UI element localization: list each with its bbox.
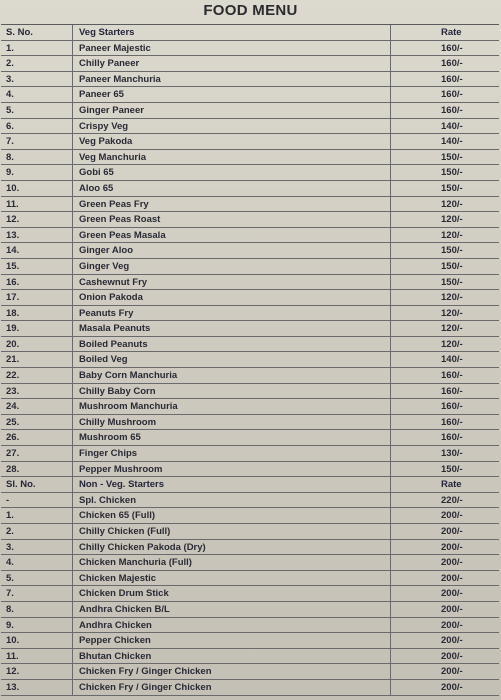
item-rate: 160/- bbox=[441, 432, 463, 444]
item-rate: 160/- bbox=[441, 42, 463, 54]
item-name: Spl. Chicken bbox=[73, 493, 391, 508]
item-name: Ginger Veg bbox=[73, 259, 391, 274]
table-row bbox=[1, 352, 499, 368]
table-row bbox=[1, 259, 499, 275]
item-name: Chilly Mushroom bbox=[73, 415, 391, 430]
item-number: 3. bbox=[1, 72, 73, 87]
item-number: 5. bbox=[1, 571, 73, 586]
item-rate: 120/- bbox=[441, 198, 463, 210]
item-number: 2. bbox=[1, 56, 73, 71]
table-row bbox=[1, 103, 499, 119]
item-name: Finger Chips bbox=[73, 446, 391, 461]
item-number: 3. bbox=[1, 540, 73, 555]
item-number: 25. bbox=[1, 415, 73, 430]
item-name: Chilly Baby Corn bbox=[73, 384, 391, 399]
item-name: Green Peas Fry bbox=[73, 197, 391, 212]
table-row bbox=[1, 72, 499, 88]
table-row bbox=[1, 384, 499, 400]
item-number: 4. bbox=[1, 555, 73, 570]
item-number: 7. bbox=[1, 134, 73, 149]
item-rate: 200/- bbox=[441, 510, 463, 522]
item-rate: 200/- bbox=[441, 541, 463, 553]
item-rate: 160/- bbox=[441, 89, 463, 101]
table-row bbox=[1, 228, 499, 244]
item-rate: 160/- bbox=[441, 370, 463, 382]
item-rate: 120/- bbox=[441, 292, 463, 304]
item-number: 12. bbox=[1, 664, 73, 679]
item-rate: 150/- bbox=[441, 276, 463, 288]
table-row bbox=[1, 165, 499, 181]
item-name: Veg Manchuria bbox=[73, 150, 391, 165]
item-rate: 140/- bbox=[441, 136, 463, 148]
item-rate: 120/- bbox=[441, 229, 463, 241]
item-number: 10. bbox=[1, 633, 73, 648]
item-rate: 150/- bbox=[441, 182, 463, 194]
item-rate: 160/- bbox=[441, 73, 463, 85]
table-row bbox=[1, 524, 499, 540]
item-number: 10. bbox=[1, 181, 73, 196]
nonveg-header-row bbox=[1, 477, 499, 493]
item-rate: 120/- bbox=[441, 214, 463, 226]
item-name: Boiled Peanuts bbox=[73, 337, 391, 352]
item-number: 5. bbox=[1, 103, 73, 118]
item-name: Bhutan Chicken bbox=[73, 649, 391, 664]
table-row bbox=[1, 56, 499, 72]
veg-header-item: Veg Starters bbox=[73, 25, 391, 40]
table-row bbox=[1, 508, 499, 524]
item-rate: 150/- bbox=[441, 463, 463, 475]
table-row bbox=[1, 415, 499, 431]
item-name: Peanuts Fry bbox=[73, 306, 391, 321]
item-name: Andhra Chicken bbox=[73, 618, 391, 633]
item-name: Masala Peanuts bbox=[73, 321, 391, 336]
menu-table bbox=[1, 24, 499, 696]
item-number: 22. bbox=[1, 368, 73, 383]
table-row bbox=[1, 430, 499, 446]
item-number: 4. bbox=[1, 87, 73, 102]
item-name: Mushroom Manchuria bbox=[73, 399, 391, 414]
item-number: 13. bbox=[1, 680, 73, 695]
item-number: 16. bbox=[1, 275, 73, 290]
veg-header-sno: S. No. bbox=[1, 25, 73, 40]
item-rate: 150/- bbox=[441, 167, 463, 179]
item-name: Baby Corn Manchuria bbox=[73, 368, 391, 383]
item-name: Paneer Majestic bbox=[73, 41, 391, 56]
table-row bbox=[1, 150, 499, 166]
item-name: Chicken Majestic bbox=[73, 571, 391, 586]
table-row bbox=[1, 649, 499, 665]
table-row bbox=[1, 571, 499, 587]
item-rate: 200/- bbox=[441, 603, 463, 615]
item-rate: 140/- bbox=[441, 354, 463, 366]
item-number: 18. bbox=[1, 306, 73, 321]
item-number: 15. bbox=[1, 259, 73, 274]
table-row bbox=[1, 212, 499, 228]
item-number: 8. bbox=[1, 150, 73, 165]
item-name: Boiled Veg bbox=[73, 352, 391, 367]
item-rate: 200/- bbox=[441, 572, 463, 584]
item-name: Green Peas Masala bbox=[73, 228, 391, 243]
table-row bbox=[1, 540, 499, 556]
table-row bbox=[1, 664, 499, 680]
item-rate: 140/- bbox=[441, 120, 463, 132]
table-row bbox=[1, 87, 499, 103]
nonveg-rows bbox=[1, 493, 499, 696]
item-number: 8. bbox=[1, 602, 73, 617]
item-rate: 200/- bbox=[441, 619, 463, 631]
table-row bbox=[1, 618, 499, 634]
item-rate: 200/- bbox=[441, 557, 463, 569]
item-rate: 200/- bbox=[441, 588, 463, 600]
table-row bbox=[1, 197, 499, 213]
item-rate: 200/- bbox=[441, 666, 463, 678]
item-rate: 120/- bbox=[441, 338, 463, 350]
table-row bbox=[1, 290, 499, 306]
item-name: Chicken Fry / Ginger Chicken bbox=[73, 680, 391, 695]
item-number: 9. bbox=[1, 165, 73, 180]
item-name: Paneer Manchuria bbox=[73, 72, 391, 87]
nonveg-header-rate: Rate bbox=[441, 479, 462, 491]
item-number: 26. bbox=[1, 430, 73, 445]
item-name: Pepper Chicken bbox=[73, 633, 391, 648]
table-row bbox=[1, 337, 499, 353]
table-row bbox=[1, 399, 499, 415]
item-name: Chicken 65 (Full) bbox=[73, 508, 391, 523]
item-rate: 200/- bbox=[441, 635, 463, 647]
item-number: 23. bbox=[1, 384, 73, 399]
table-row bbox=[1, 586, 499, 602]
item-number: 9. bbox=[1, 618, 73, 633]
item-rate: 150/- bbox=[441, 245, 463, 257]
item-number: 19. bbox=[1, 321, 73, 336]
item-name: Paneer 65 bbox=[73, 87, 391, 102]
item-number: 20. bbox=[1, 337, 73, 352]
item-name: Chilly Chicken (Full) bbox=[73, 524, 391, 539]
table-row bbox=[1, 446, 499, 462]
item-number: 17. bbox=[1, 290, 73, 305]
item-name: Chilly Paneer bbox=[73, 56, 391, 71]
item-number: 28. bbox=[1, 462, 73, 477]
table-row bbox=[1, 602, 499, 618]
item-name: Crispy Veg bbox=[73, 119, 391, 134]
table-row bbox=[1, 368, 499, 384]
table-row bbox=[1, 275, 499, 291]
item-number: 11. bbox=[1, 649, 73, 664]
table-row bbox=[1, 555, 499, 571]
table-row bbox=[1, 633, 499, 649]
table-row bbox=[1, 493, 499, 509]
table-row bbox=[1, 119, 499, 135]
item-rate: 120/- bbox=[441, 323, 463, 335]
nonveg-header-sno: Sl. No. bbox=[1, 477, 73, 492]
item-rate: 130/- bbox=[441, 448, 463, 460]
item-name: Onion Pakoda bbox=[73, 290, 391, 305]
veg-header-row bbox=[1, 25, 499, 41]
item-number: 24. bbox=[1, 399, 73, 414]
item-name: Chicken Manchuria (Full) bbox=[73, 555, 391, 570]
item-number: 14. bbox=[1, 243, 73, 258]
item-number: 1. bbox=[1, 508, 73, 523]
table-row bbox=[1, 680, 499, 696]
item-rate: 120/- bbox=[441, 307, 463, 319]
item-number: 11. bbox=[1, 197, 73, 212]
item-name: Ginger Paneer bbox=[73, 103, 391, 118]
item-name: Green Peas Roast bbox=[73, 212, 391, 227]
table-row bbox=[1, 134, 499, 150]
item-name: Veg Pakoda bbox=[73, 134, 391, 149]
nonveg-header-item: Non - Veg. Starters bbox=[73, 477, 391, 492]
table-row bbox=[1, 306, 499, 322]
item-number: 1. bbox=[1, 41, 73, 56]
item-number: 21. bbox=[1, 352, 73, 367]
veg-header-rate: Rate bbox=[441, 27, 462, 38]
item-rate: 160/- bbox=[441, 416, 463, 428]
item-name: Aloo 65 bbox=[73, 181, 391, 196]
item-number: 2. bbox=[1, 524, 73, 539]
item-name: Chicken Fry / Ginger Chicken bbox=[73, 664, 391, 679]
item-rate: 160/- bbox=[441, 58, 463, 70]
item-name: Andhra Chicken B/L bbox=[73, 602, 391, 617]
item-rate: 160/- bbox=[441, 401, 463, 413]
item-number: 7. bbox=[1, 586, 73, 601]
item-rate: 200/- bbox=[441, 526, 463, 537]
item-number: - bbox=[1, 493, 73, 508]
item-rate: 150/- bbox=[441, 151, 463, 163]
table-row bbox=[1, 41, 499, 57]
table-row bbox=[1, 321, 499, 337]
item-rate: 200/- bbox=[441, 681, 463, 693]
item-number: 13. bbox=[1, 228, 73, 243]
item-rate: 160/- bbox=[441, 385, 463, 397]
item-rate: 200/- bbox=[441, 650, 463, 662]
item-name: Gobi 65 bbox=[73, 165, 391, 180]
item-rate: 220/- bbox=[441, 494, 463, 506]
item-rate: 150/- bbox=[441, 260, 463, 272]
item-name: Pepper Mushroom bbox=[73, 462, 391, 477]
item-number: 6. bbox=[1, 119, 73, 134]
veg-rows bbox=[1, 41, 499, 478]
item-name: Cashewnut Fry bbox=[73, 275, 391, 290]
table-row bbox=[1, 243, 499, 259]
menu-title: FOOD MENU bbox=[203, 2, 298, 19]
item-name: Ginger Aloo bbox=[73, 243, 391, 258]
item-number: 12. bbox=[1, 212, 73, 227]
table-row bbox=[1, 181, 499, 197]
item-name: Mushroom 65 bbox=[73, 430, 391, 445]
table-row bbox=[1, 462, 499, 478]
item-number: 27. bbox=[1, 446, 73, 461]
item-rate: 160/- bbox=[441, 104, 463, 116]
item-name: Chicken Drum Stick bbox=[73, 586, 391, 601]
item-name: Chilly Chicken Pakoda (Dry) bbox=[73, 540, 391, 555]
